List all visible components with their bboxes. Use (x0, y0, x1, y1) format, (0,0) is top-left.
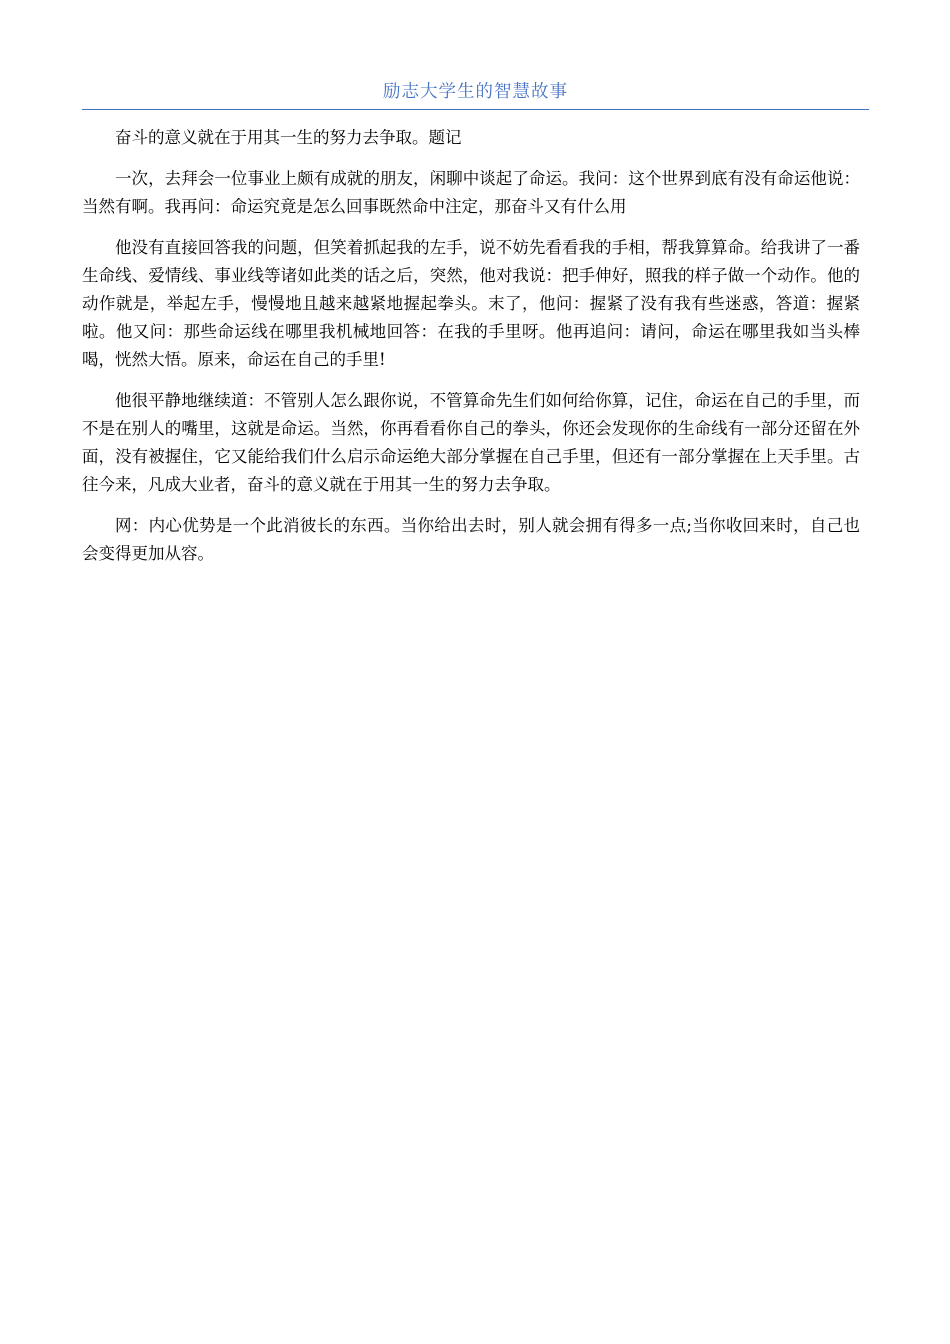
paragraph-2: 他没有直接回答我的问题，但笑着抓起我的左手，说不妨先看看我的手相，帮我算算命。给我讲了一番生命线、爱情线、事业线等诸如此类的话之后，突然，他对我说：把手伸好，照我的样子做一个动作。他的动作就是，举起左手，慢慢地且越来越紧地握起拳头。末了，他问：握紧了没有我有些迷惑，答道：握紧啦。他又问：那些命运线在哪里我机械地回答：在我的手里呀。他再追问：请问，命运在哪里我如当头棒喝，恍然大悟。原来，命运在自己的手里! (82, 238, 860, 369)
paragraph-3: 他很平静地继续道：不管别人怎么跟你说，不管算命先生们如何给你算，记住，命运在自己的手里，而不是在别人的嘴里，这就是命运。当然，你再看看你自己的拳头，你还会发现你的生命线有一部分还留在外面，没有被握住，它又能给我们什么启示命运绝大部分掌握在自己手里，但还有一部分掌握在上天手里。古往今来，凡成大业者，奋斗的意义就在于用其一生的努力去争取。 (82, 391, 860, 494)
page-header (82, 76, 869, 110)
document-body (82, 124, 860, 581)
paragraph-4: 网：内心优势是一个此消彼长的东西。当你给出去时，别人就会拥有得多一点;当你收回来时，自己也会变得更加从容。 (82, 516, 860, 563)
header-divider (82, 109, 869, 110)
paragraph-epigraph: 奋斗的意义就在于用其一生的努力去争取。题记 (115, 128, 462, 147)
paragraph-1: 一次，去拜会一位事业上颇有成就的朋友，闲聊中谈起了命运。我问：这个世界到底有没有命运他说：当然有啊。我再问：命运究竟是怎么回事既然命中注定，那奋斗又有什么用 (82, 169, 860, 216)
header-title: 励志大学生的智慧故事 (383, 82, 568, 102)
